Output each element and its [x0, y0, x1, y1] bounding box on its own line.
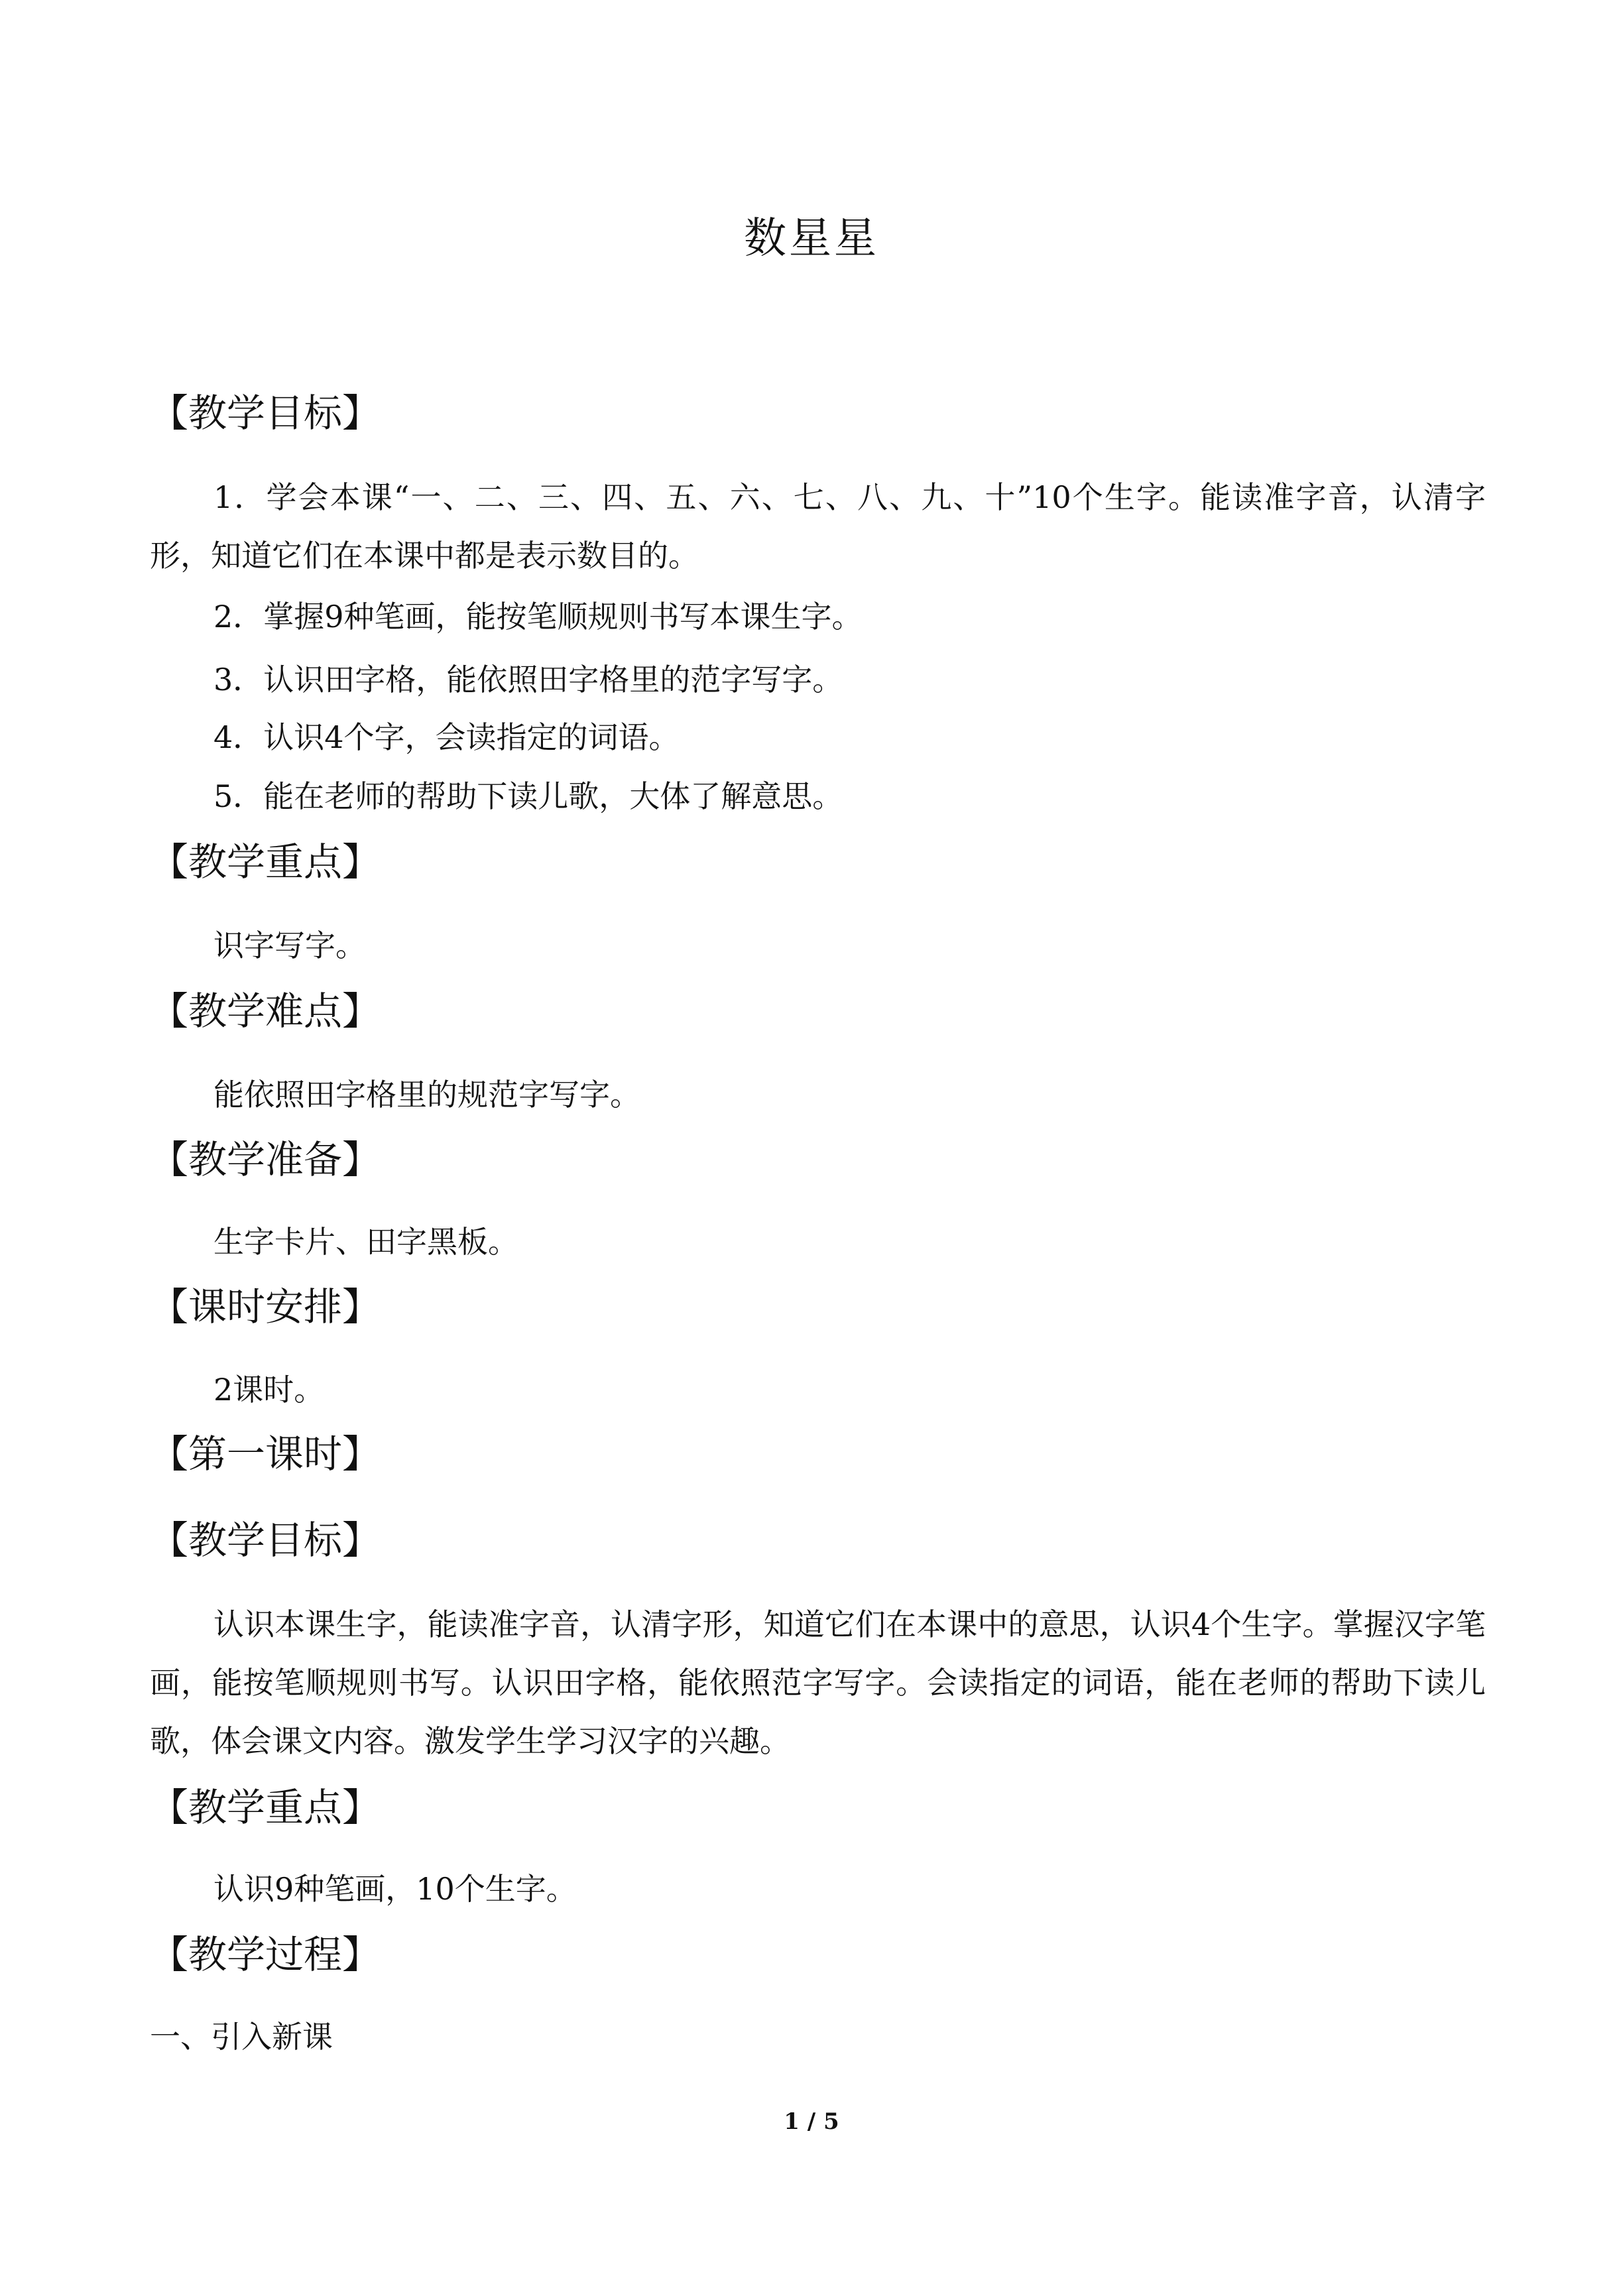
- document-title: 数星星: [744, 214, 879, 263]
- heading-key-point: 【教学重点】: [150, 839, 381, 884]
- heading-lesson1-goals: 【教学目标】: [150, 1518, 381, 1563]
- goal-item-5: 5．能在老师的帮助下读儿歌，大体了解意思。: [213, 778, 843, 814]
- heading-difficulty: 【教学难点】: [150, 989, 381, 1034]
- goal-item-2: 2．掌握9种笔画，能按笔顺规则书写本课生字。: [213, 599, 863, 634]
- heading-first-lesson: 【第一课时】: [150, 1431, 381, 1477]
- goal-item-3: 3．认识田字格，能依照田字格里的范字写字。: [213, 662, 843, 697]
- lesson1-key-text: 认识9种笔画，10个生字。: [213, 1871, 577, 1907]
- key-point-text: 识字写字。: [213, 928, 366, 963]
- step-introduce-lesson: 一、引入新课: [150, 2019, 333, 2055]
- preparation-text: 生字卡片、田字黑板。: [213, 1224, 518, 1260]
- heading-lesson1-key: 【教学重点】: [150, 1785, 381, 1830]
- page-number: 1 / 5: [784, 2108, 839, 2135]
- heading-schedule: 【课时安排】: [150, 1284, 381, 1329]
- goal-item-1: 1．学会本课“一、二、三、四、五、六、七、八、九、十”10个生字。能读准字音，认清字形，知道它们在本课中都是表示数目的。: [150, 479, 1486, 574]
- goal-item-4: 4．认识4个字，会读指定的词语。: [213, 719, 680, 755]
- heading-teaching-goals: 【教学目标】: [150, 391, 381, 436]
- heading-teaching-process: 【教学过程】: [150, 1932, 381, 1977]
- heading-preparation: 【教学准备】: [150, 1137, 381, 1182]
- difficulty-text: 能依照田字格里的规范字写字。: [213, 1077, 640, 1113]
- lesson1-goal-text: 认识本课生字，能读准字音，认清字形，知道它们在本课中的意思，认识4个生字。掌握汉字笔画，能按笔顺规则书写。认识田字格，能依照范字写字。会读指定的词语，能在老师的帮助下读儿歌，体会课文内容。激发学生学习汉字的兴趣。: [150, 1606, 1486, 1759]
- schedule-text: 2课时。: [213, 1372, 325, 1408]
